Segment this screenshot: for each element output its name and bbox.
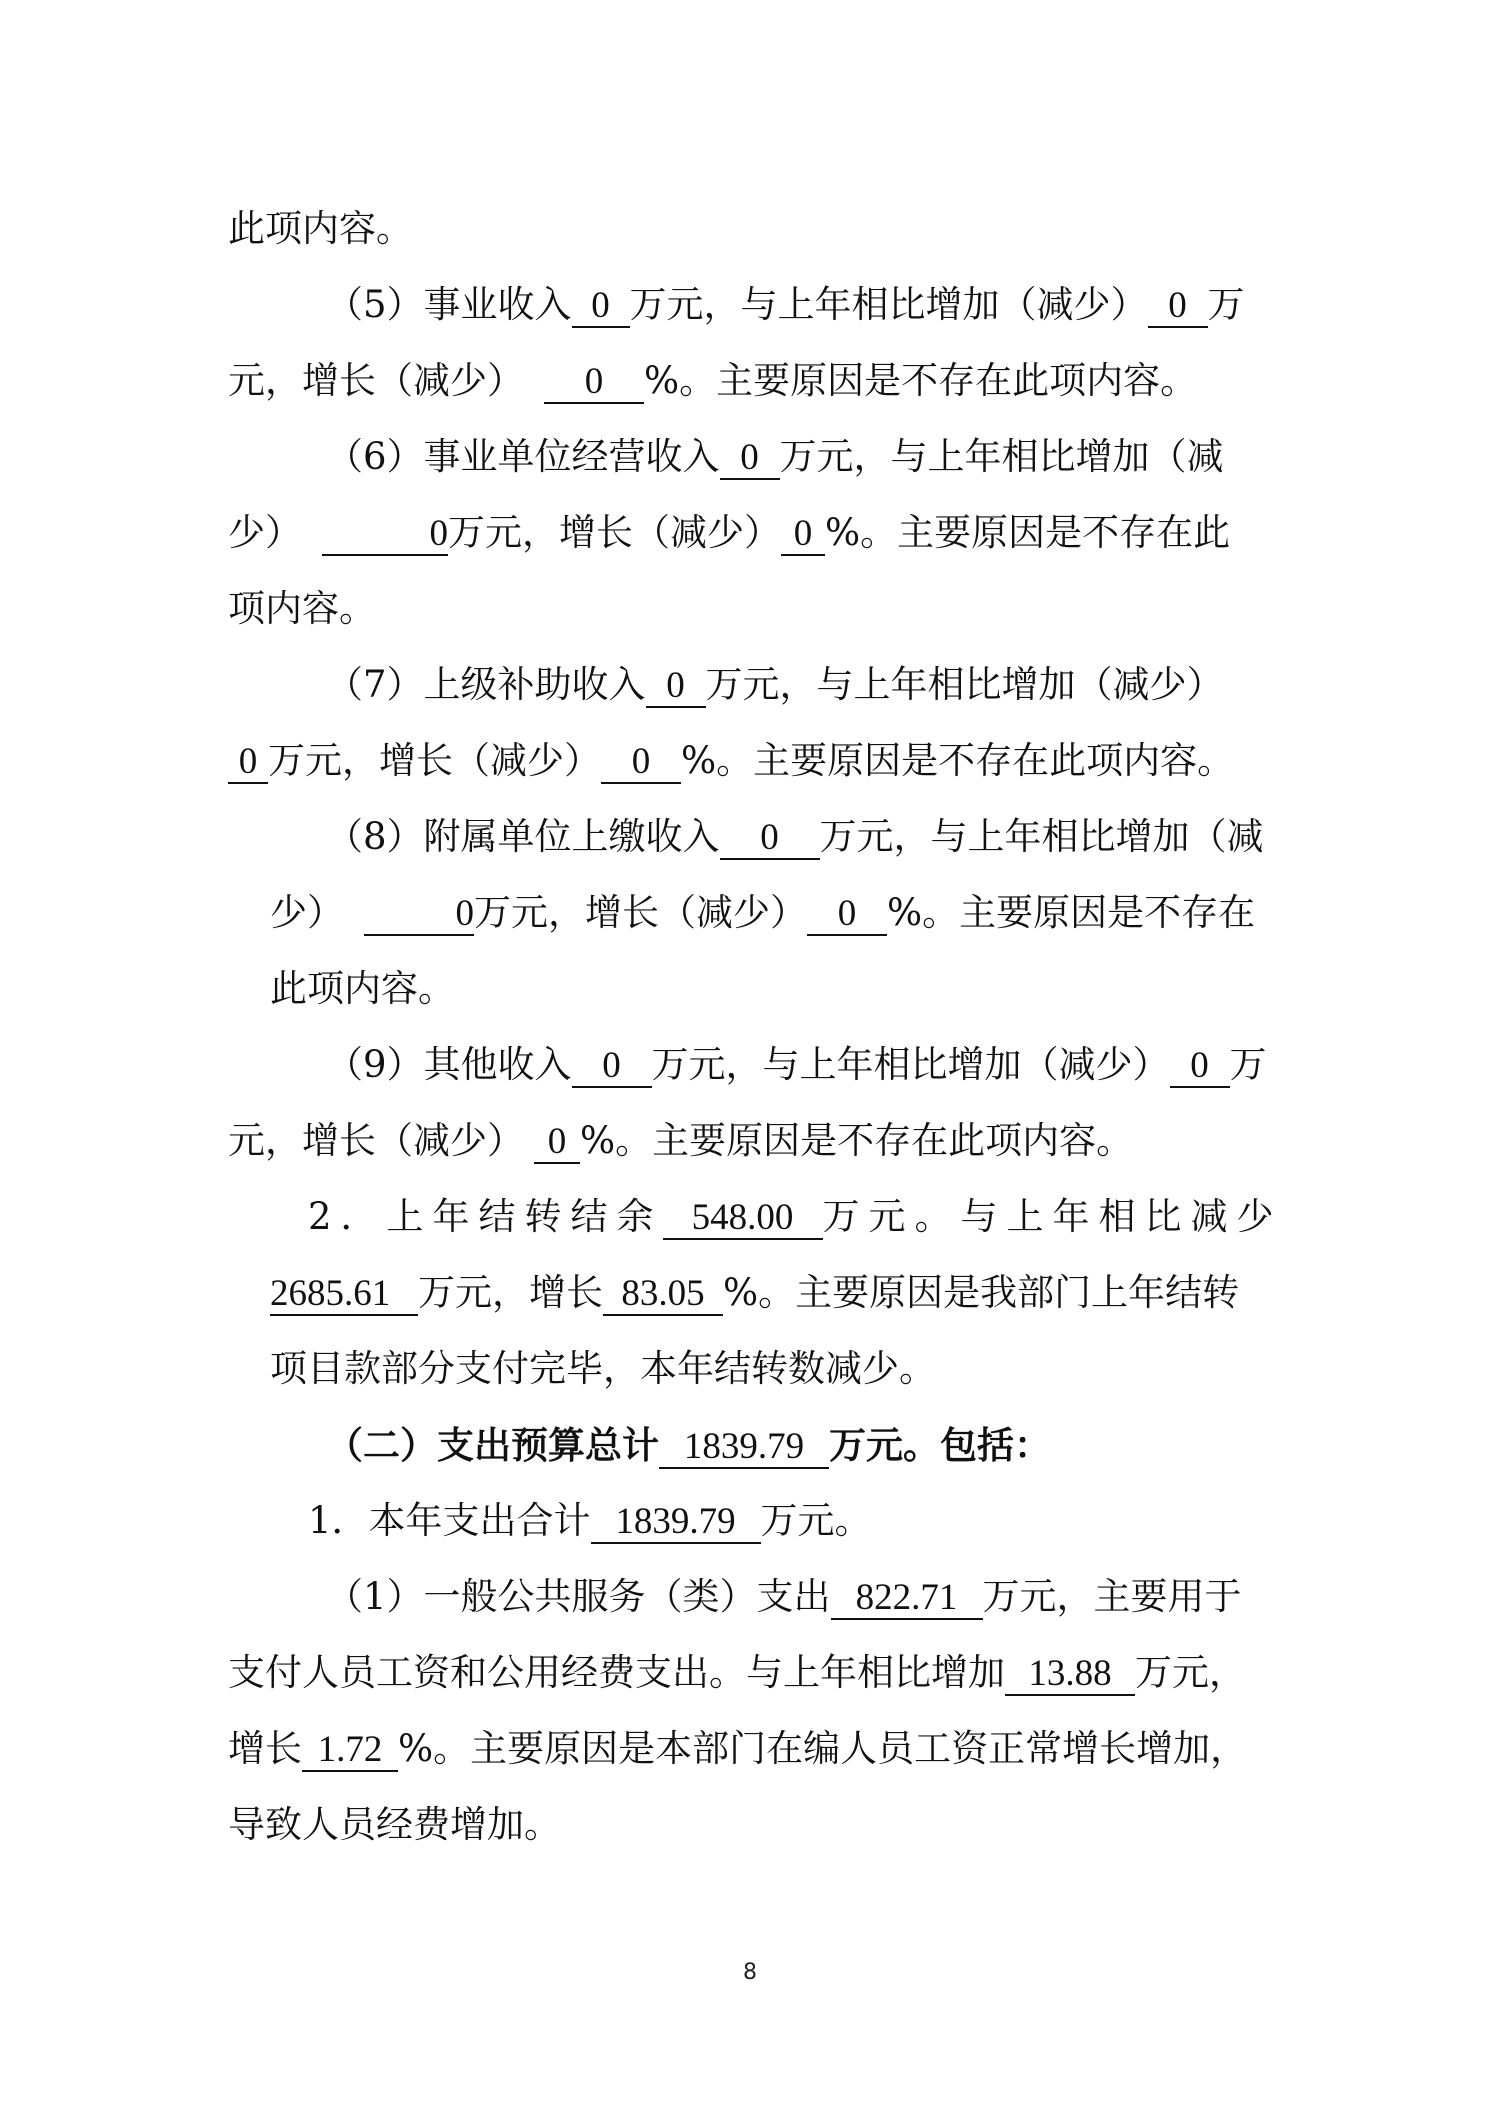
paragraph-line	[326, 812, 1264, 862]
underlined-value: 0	[601, 742, 681, 784]
text: 此项内容。	[270, 967, 455, 1010]
underlined-value: 0	[807, 894, 887, 936]
text: %。主要原因是不存在此	[825, 511, 1231, 554]
paragraph-line	[228, 1724, 1247, 1774]
text: 1．本年支出合计	[308, 1499, 591, 1542]
text: 少）	[270, 891, 344, 934]
text: %。主要原因是不存在	[887, 891, 1256, 934]
paragraph-line	[228, 1116, 1133, 1166]
paragraph-line	[308, 1496, 872, 1546]
text: 增长	[228, 1727, 302, 1770]
underlined-value: 0	[572, 1046, 652, 1088]
underlined-value: 2685.61	[270, 1274, 418, 1316]
text: 万元，	[1135, 1651, 1246, 1694]
paragraph-line	[326, 432, 1224, 482]
text: 万元，与上年相比增加（减少）	[651, 1043, 1170, 1086]
text: 支付人员工资和公用经费支出。与上年相比增加	[228, 1651, 1005, 1694]
underlined-value: 0	[646, 666, 706, 708]
paragraph-line	[270, 1268, 1239, 1318]
paragraph-line	[228, 508, 1230, 558]
underlined-value: 548.00	[663, 1198, 823, 1240]
paragraph-line	[326, 1040, 1267, 1090]
text: 万元，主要用于	[982, 1575, 1242, 1618]
text: （9）其他收入	[326, 1043, 572, 1086]
paragraph-line	[228, 204, 413, 254]
underlined-value: 0	[1170, 1046, 1230, 1088]
paragraph-line	[326, 660, 1224, 710]
underlined-value: 0	[544, 362, 644, 404]
text: 万元，与上年相比增加（减少）	[629, 283, 1148, 326]
text: 万元，增长（减少）	[448, 511, 781, 554]
text: 万	[1229, 1043, 1267, 1086]
text: 元，增长（减少）	[228, 1119, 524, 1162]
paragraph-line	[228, 356, 1197, 406]
text: %。主要原因是不存在此项内容。	[580, 1119, 1134, 1162]
underlined-value: 1839.79	[591, 1502, 761, 1544]
paragraph-line	[270, 1344, 936, 1394]
underlined-value: 0	[228, 742, 268, 784]
paragraph-line	[270, 888, 1255, 938]
text: %。主要原因是本部门在编人员工资正常增长增加，	[398, 1727, 1248, 1770]
underlined-value: 0	[364, 894, 474, 936]
underlined-value: 0	[781, 514, 825, 556]
text: %。主要原因是不存在此项内容。	[681, 739, 1235, 782]
text: （6）事业单位经营收入	[326, 435, 720, 478]
text: （1）一般公共服务（类）支出	[326, 1575, 831, 1618]
section-heading	[326, 1420, 1051, 1470]
text: 万	[1207, 283, 1245, 326]
text: （7）上级补助收入	[326, 663, 646, 706]
text: 元，增长（减少）	[228, 359, 524, 402]
text: （二）支出预算总计	[326, 1423, 659, 1467]
text: 万元，与上年相比增加（减少）	[705, 663, 1224, 706]
underlined-value: 0	[572, 286, 630, 328]
text: %。主要原因是我部门上年结转	[723, 1271, 1240, 1314]
underlined-value: 83.05	[603, 1274, 723, 1316]
paragraph-line	[326, 280, 1245, 330]
underlined-value: 0	[1148, 286, 1208, 328]
text: 2．上年结转结余	[308, 1195, 663, 1238]
text: 万元，增长	[418, 1271, 603, 1314]
paragraph-line	[228, 736, 1234, 786]
underlined-value: 0	[720, 818, 820, 860]
paragraph-line	[308, 1192, 1283, 1242]
paragraph-line	[228, 1648, 1246, 1698]
text: %。主要原因是不存在此项内容。	[644, 359, 1198, 402]
underlined-value: 1.72	[302, 1730, 398, 1772]
text: 万元，与上年相比增加（减	[779, 435, 1224, 478]
text: （8）附属单位上缴收入	[326, 815, 720, 858]
text: 万元，增长（减少）	[474, 891, 807, 934]
text: 少）	[228, 511, 302, 554]
paragraph-line	[270, 964, 455, 1014]
paragraph-line	[228, 1800, 561, 1850]
text: 万元，增长（减少）	[268, 739, 601, 782]
underlined-value: 13.88	[1005, 1654, 1135, 1696]
underlined-value: 0	[534, 1122, 580, 1164]
text: （5）事业收入	[326, 283, 572, 326]
text: 万元。	[760, 1499, 872, 1542]
text: 万元。与上年相比减少	[822, 1195, 1283, 1238]
paragraph-line	[326, 1572, 1242, 1622]
text: 导致人员经费增加。	[228, 1803, 561, 1846]
page-number: 8	[743, 1960, 757, 1985]
underlined-value: 1839.79	[659, 1427, 829, 1469]
paragraph-line	[228, 584, 376, 634]
text: 万元。包括：	[829, 1423, 1051, 1467]
text: 项目款部分支付完毕，本年结转数减少。	[270, 1347, 936, 1390]
text: 万元，与上年相比增加（减	[819, 815, 1264, 858]
text: 此项内容。	[228, 207, 413, 250]
underlined-value: 0	[720, 438, 780, 480]
underlined-value: 822.71	[831, 1578, 983, 1620]
text: 项内容。	[228, 587, 376, 630]
underlined-value: 0	[322, 514, 448, 556]
